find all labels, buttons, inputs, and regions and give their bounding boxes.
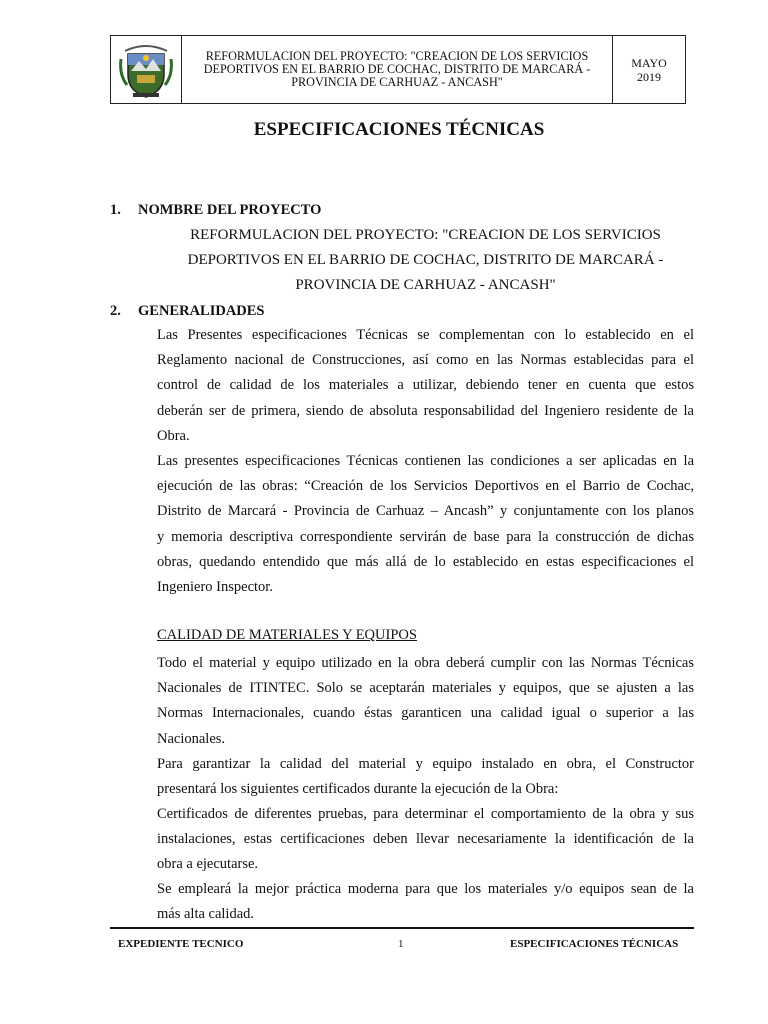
- paragraph-line: Para garantizar la calidad del material y equipo instalado en obra, el Constructor: [157, 756, 694, 772]
- project-name-line: PROVINCIA DE CARHUAZ - ANCASH": [295, 277, 556, 293]
- header-project-title: REFORMULACION DEL PROYECTO: "CREACION DE LOS SERVICIOS DEPORTIVOS EN EL BARRIO DE COCHAC, DISTRITO DE MARCARÁ - PROVINCIA DE CARHUAZ - ANCASH": [182, 36, 613, 103]
- section-1-number: 1.: [110, 202, 121, 218]
- project-name-block: [157, 223, 694, 298]
- document-title: ESPECIFICACIONES TÉCNICAS: [253, 119, 545, 140]
- section-2-heading: [110, 303, 265, 320]
- paragraph-line: ejecución de las obras: “Creación de los Servicios Deportivos en el Barrio de Cochac,: [157, 478, 694, 495]
- document-header: [110, 35, 686, 104]
- calidad-heading: CALIDAD DE MATERIALES Y EQUIPOS: [157, 627, 417, 643]
- paragraph-line: Las Presentes especificaciones Técnicas se complementan con lo establecido en el: [157, 327, 694, 343]
- header-date: [613, 36, 685, 103]
- footer-page-number: 1: [398, 938, 404, 950]
- paragraph-line: Distrito de Marcará - Provincia de Carhuaz – Ancash” y conjuntamente con los planos: [157, 503, 694, 520]
- municipal-coat-of-arms-icon: [119, 41, 173, 99]
- generalidades-paragraph-1: [157, 323, 694, 449]
- paragraph-line: Normas Internacionales, cuando éstas garanticen una calidad igual o superior a las: [157, 705, 694, 722]
- section-1-heading: [110, 202, 321, 219]
- footer-divider: [110, 927, 694, 929]
- generalidades-paragraph-2: [157, 449, 694, 600]
- paragraph-line: Todo el material y equipo utilizado en la obra deberá cumplir con las Normas Técnicas: [157, 655, 694, 671]
- paragraph-line: deberán ser de primera, siendo de absoluta responsabilidad del Ingeniero residente de la: [157, 402, 694, 419]
- footer-right-label: ESPECIFICACIONES TÉCNICAS: [510, 938, 679, 950]
- calidad-paragraph-4: [157, 877, 694, 927]
- calidad-paragraph-2: [157, 752, 694, 802]
- paragraph-line: obra a ejecutarse.: [157, 856, 259, 873]
- project-name-line: REFORMULACION DEL PROYECTO: "CREACION DE LOS SERVICIOS: [190, 227, 661, 243]
- footer-left-label: EXPEDIENTE TECNICO: [118, 938, 244, 950]
- paragraph-line: control de calidad de los materiales a utilizar, debiendo tener en cuenta que estos: [157, 377, 694, 394]
- paragraph-line: Obra.: [157, 427, 190, 444]
- paragraph-line: Se empleará la mejor práctica moderna para que los materiales y/o equipos sean de la: [157, 881, 694, 897]
- paragraph-line: instalaciones, estas certificaciones deben llevar necesariamente la identificación de la: [157, 831, 694, 848]
- paragraph-line: Nacionales.: [157, 730, 226, 747]
- paragraph-line: y memoria descriptiva correspondiente servirán de base para la construcción de dichas: [157, 528, 694, 545]
- header-year: 2019: [637, 69, 661, 84]
- section-2-title: GENERALIDADES: [138, 303, 265, 319]
- calidad-paragraph-3: [157, 802, 694, 878]
- paragraph-line: más alta calidad.: [157, 906, 255, 923]
- paragraph-line: Reglamento nacional de Construcciones, así como en las Normas establecidas para el: [157, 352, 694, 369]
- paragraph-line: obras, quedando entendido que más allá de lo establecido en estas especificaciones el: [157, 553, 694, 570]
- project-name-line: DEPORTIVOS EN EL BARRIO DE COCHAC, DISTRITO DE MARCARÁ -: [187, 252, 664, 268]
- section-2-number: 2.: [110, 303, 121, 319]
- paragraph-line: Certificados de diferentes pruebas, para determinar el comportamiento de la obra y sus: [157, 806, 694, 822]
- header-month: MAYO: [631, 55, 667, 70]
- paragraph-line: Nacionales de ITINTEC. Solo se aceptarán materiales y equipos, que se ajusten a las: [157, 680, 694, 697]
- header-logo-cell: [111, 36, 182, 103]
- paragraph-line: Ingeniero Inspector.: [157, 578, 273, 595]
- section-1-title: NOMBRE DEL PROYECTO: [138, 202, 322, 218]
- calidad-paragraph-1: [157, 651, 694, 752]
- paragraph-line: presentará los siguientes certificados durante la ejecución de la Obra:: [157, 781, 559, 798]
- paragraph-line: Las presentes especificaciones Técnicas contienen las condiciones a ser aplicadas en la: [157, 453, 694, 469]
